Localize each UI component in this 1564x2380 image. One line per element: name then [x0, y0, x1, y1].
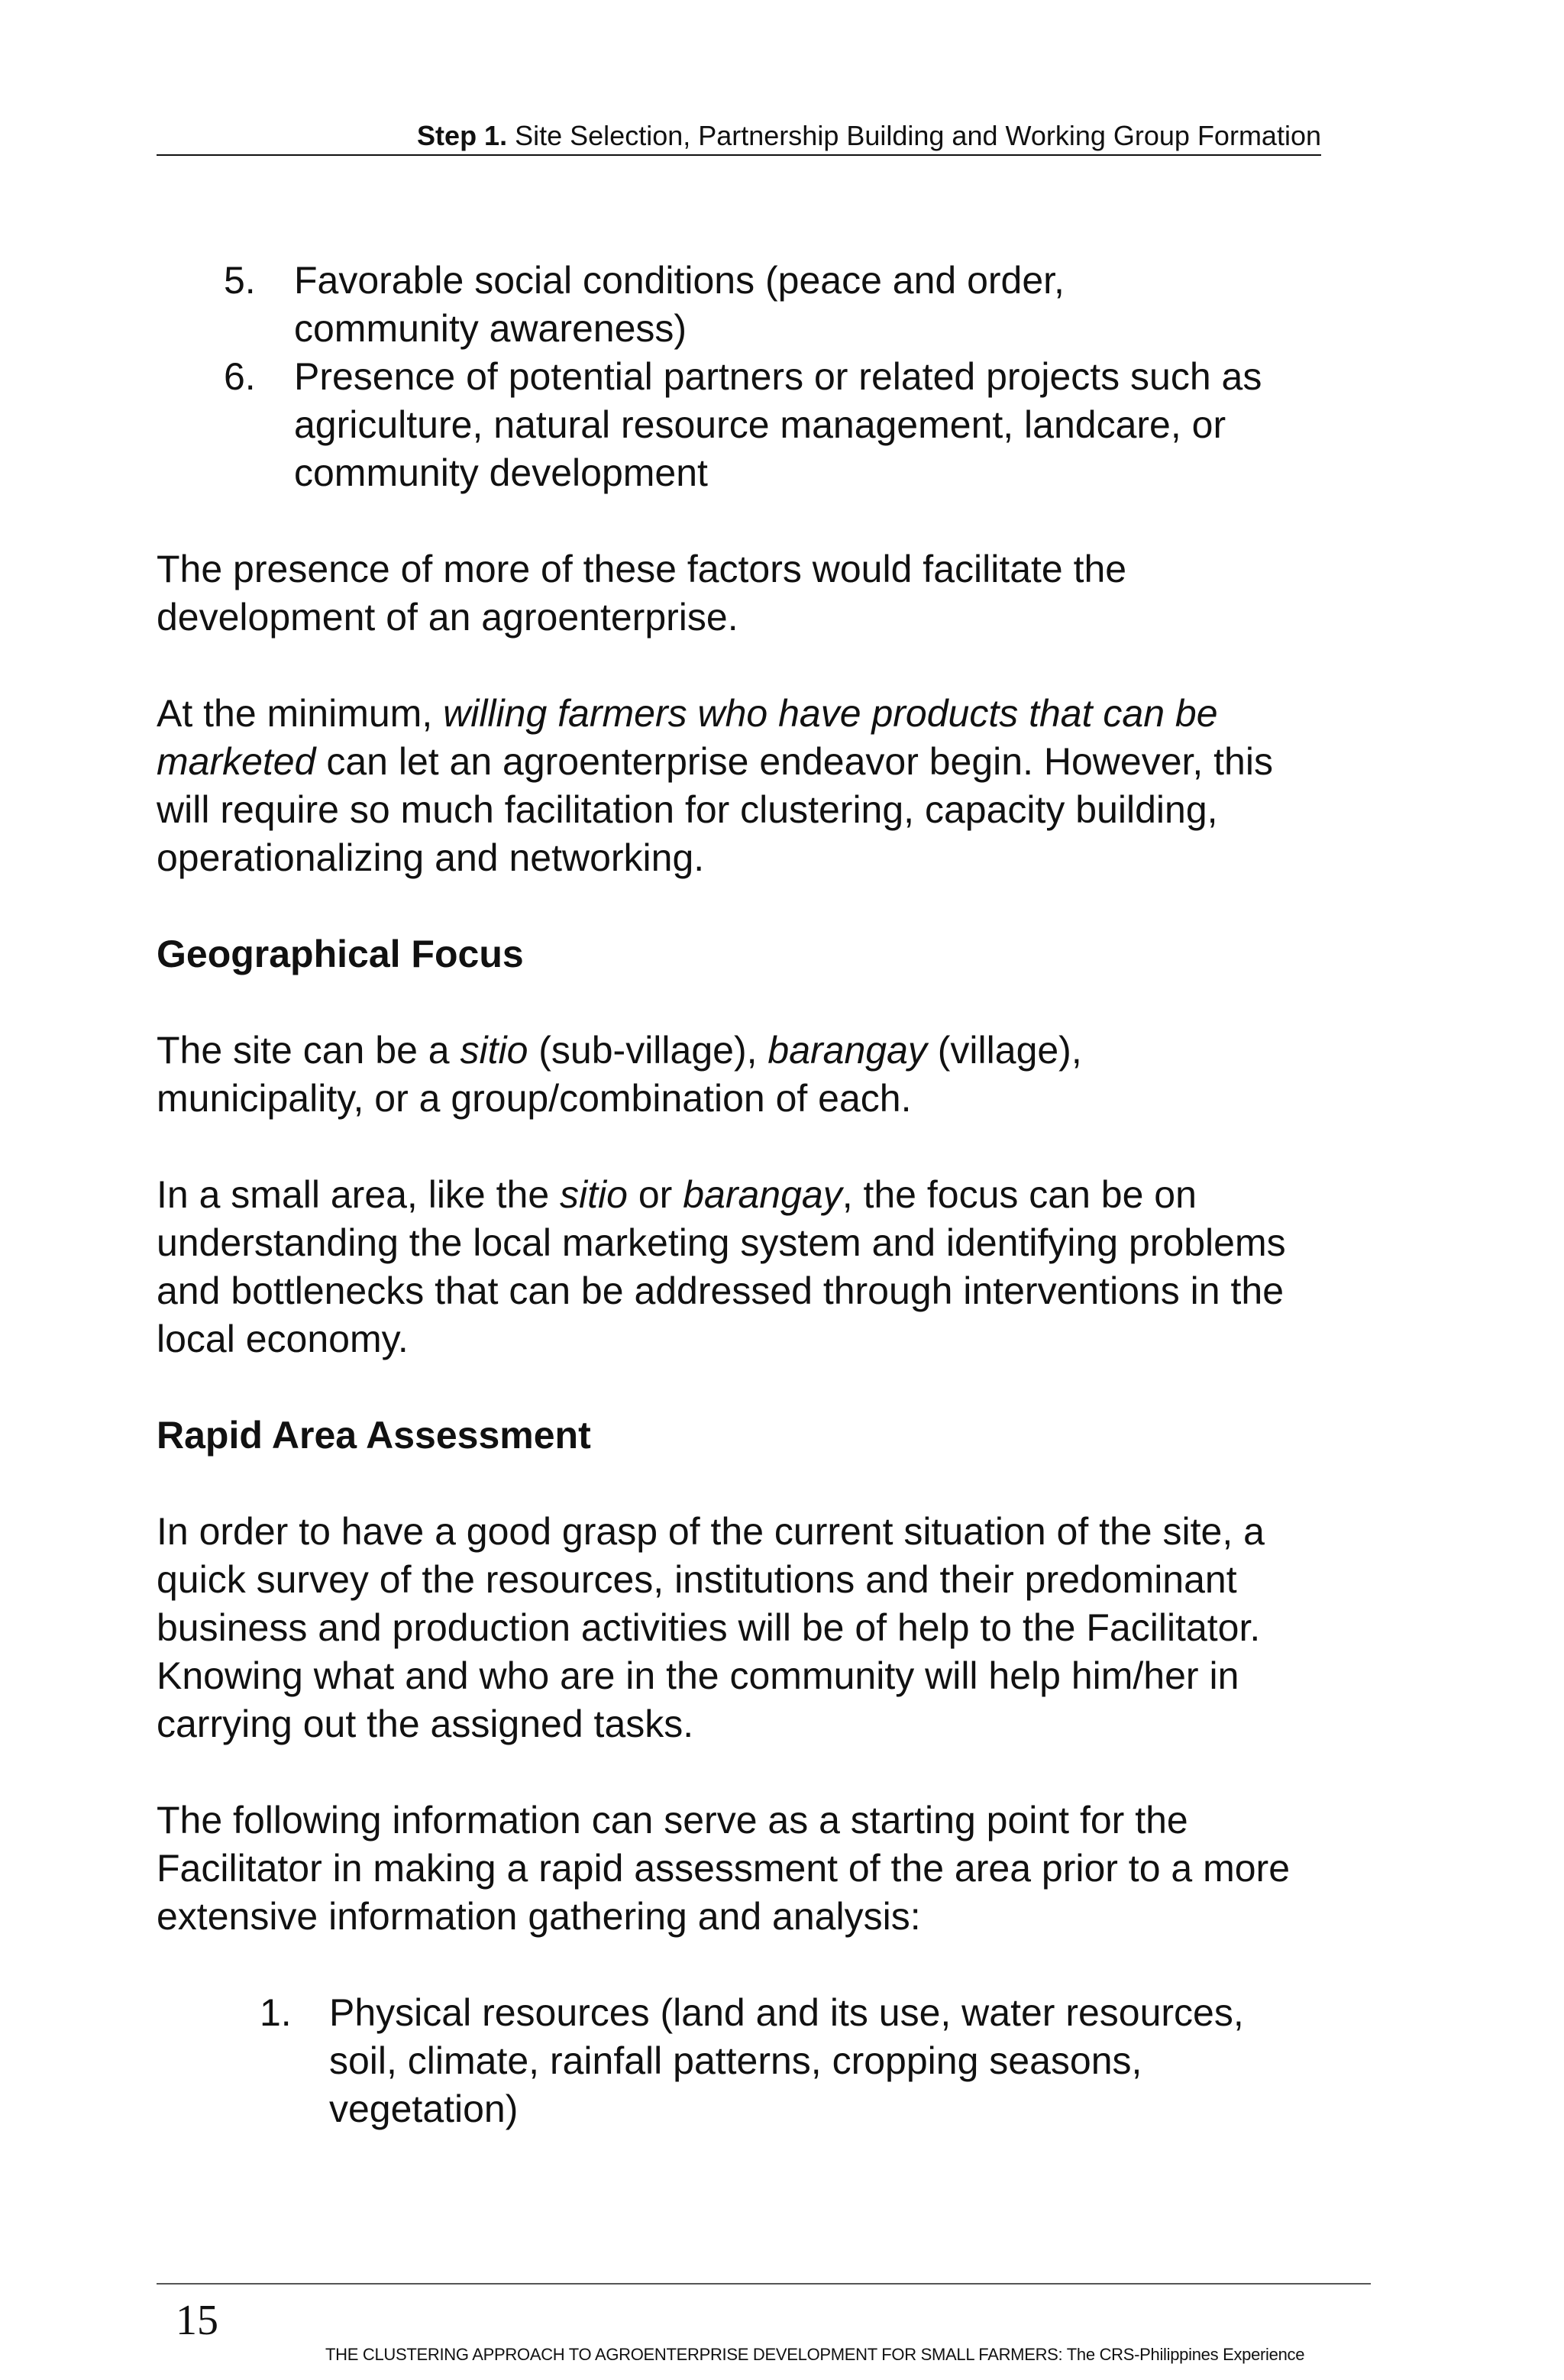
paragraph: The site can be a sitio (sub-village), barangay (village), municipality, or a group/combination of each.	[157, 1029, 1082, 1120]
section-heading: Rapid Area Assessment	[157, 1414, 591, 1457]
paragraph: In order to have a good grasp of the current situation of the site, a quick survey of the resources, institutions and their predominant business and production activities will be of help to the Facilitator. Knowing what and who are in the community will help him/her in carrying out the assigned tasks.	[157, 1510, 1265, 1745]
criteria-list-continued	[157, 257, 1348, 497]
list-item-text: Physical resources (land and its use, water resources, soil, climate, rainfall patterns, cropping seasons, vegetation)	[329, 1991, 1244, 2130]
list-item	[157, 1989, 1348, 2133]
footer-book-title: THE CLUSTERING APPROACH TO AGROENTERPRISE DEVELOPMENT FOR SMALL FARMERS: The CRS-Philippines Experience	[325, 2345, 1305, 2364]
list-item-text: Presence of potential partners or related projects such as agriculture, natural resource management, landcare, or community development	[294, 355, 1262, 494]
running-header	[157, 121, 1321, 151]
information-list	[157, 1989, 1348, 2133]
paragraph: At the minimum, willing farmers who have products that can be marketed can let an agroenterprise endeavor begin. However, this will require so much facilitation for clustering, capacity building, operationalizing and networking.	[157, 692, 1273, 879]
list-item	[157, 353, 1348, 497]
page-number: 15	[176, 2297, 218, 2344]
list-item-text: Favorable social conditions (peace and order, community awareness)	[294, 259, 1065, 350]
list-item	[157, 257, 1455, 353]
emphasis-text: willing farmers who have products that can be marketed	[157, 692, 1218, 783]
section-heading: Geographical Focus	[157, 933, 524, 975]
list-item-number: 1.	[260, 1991, 292, 2034]
list-item-number: 6.	[224, 355, 256, 398]
footer-rule	[157, 2283, 1371, 2285]
paragraph: The presence of more of these factors would facilitate the development of an agroenterprise.	[157, 548, 1127, 639]
paragraph: In a small area, like the sitio or barangay, the focus can be on understanding the local marketing system and identifying problems and bottlenecks that can be addressed through interventions in the local economy.	[157, 1173, 1286, 1360]
header-step: Step 1.	[417, 120, 508, 151]
page-body	[157, 257, 1348, 2133]
header-title: Site Selection, Partnership Building and Working Group Formation	[515, 120, 1321, 151]
list-item-number: 5.	[224, 259, 256, 302]
paragraph: The following information can serve as a starting point for the Facilitator in making a rapid assessment of the area prior to a more extensive information gathering and analysis:	[157, 1799, 1291, 1938]
